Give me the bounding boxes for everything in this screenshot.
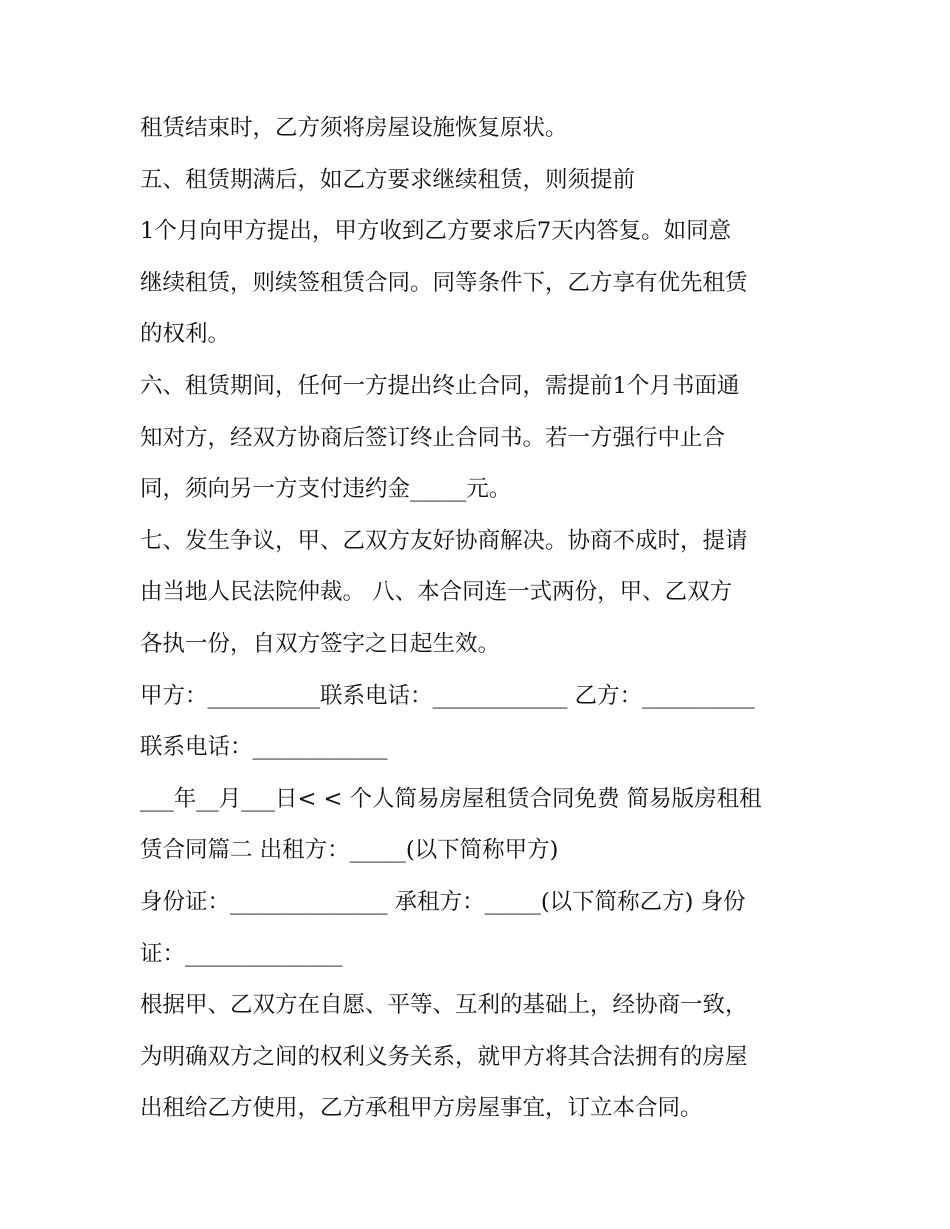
- text-line-6: 六、租赁期间，任何一方提出终止合同，需提前1个月书面通: [140, 372, 740, 399]
- text-line-19: 为明确双方之间的权利义务关系，就甲方将其合法拥有的房屋: [140, 1043, 748, 1070]
- text-line-15: 赁合同篇二 出租方：_____(以下简称甲方): [140, 837, 559, 864]
- text-line-8: 同，须向另一方支付违约金_____元。: [140, 476, 512, 503]
- text-line-5: 的权利。: [140, 321, 231, 348]
- text-line-14: ___年__月___日< < 个人简易房屋租赁合同免费 简易版房租租: [140, 785, 762, 812]
- text-line-2: 五、租赁期满后，如乙方要求继续租赁，则须提前: [140, 166, 636, 193]
- text-line-4: 继续租赁，则续签租赁合同。同等条件下，乙方享有优先租赁: [140, 269, 748, 296]
- text-line-7: 知对方，经双方协商后签订终止合同书。若一方强行中止合: [140, 424, 726, 451]
- text-line-16: 身份证：______________ 承租方：_____(以下简称乙方) 身份: [140, 888, 746, 915]
- text-line-11: 各执一份，自双方签字之日起生效。: [140, 630, 501, 657]
- text-line-20: 出租给乙方使用，乙方承租甲方房屋事宜，订立本合同。: [140, 1095, 703, 1122]
- contract-text: [140, 103, 820, 1135]
- text-line-1: 租赁结束时，乙方须将房屋设施恢复原状。: [140, 115, 568, 141]
- text-line-17: 证：______________: [140, 940, 343, 967]
- text-line-18: 根据甲、乙双方在自愿、平等、互利的基础上，经协商一致，: [140, 992, 748, 1019]
- text-line-13: 联系电话：____________: [140, 734, 388, 761]
- text-line-10: 由当地人民法院仲裁。 八、本合同连一式两份，甲、乙双方: [140, 579, 733, 606]
- text-line-12: 甲方：__________联系电话：____________ 乙方：__________: [140, 682, 755, 709]
- text-line-9: 七、发生争议，甲、乙双方友好协商解决。协商不成时，提请: [140, 527, 748, 554]
- text-line-3: 1个月向甲方提出，甲方收到乙方要求后7天内答复。如同意: [140, 218, 732, 245]
